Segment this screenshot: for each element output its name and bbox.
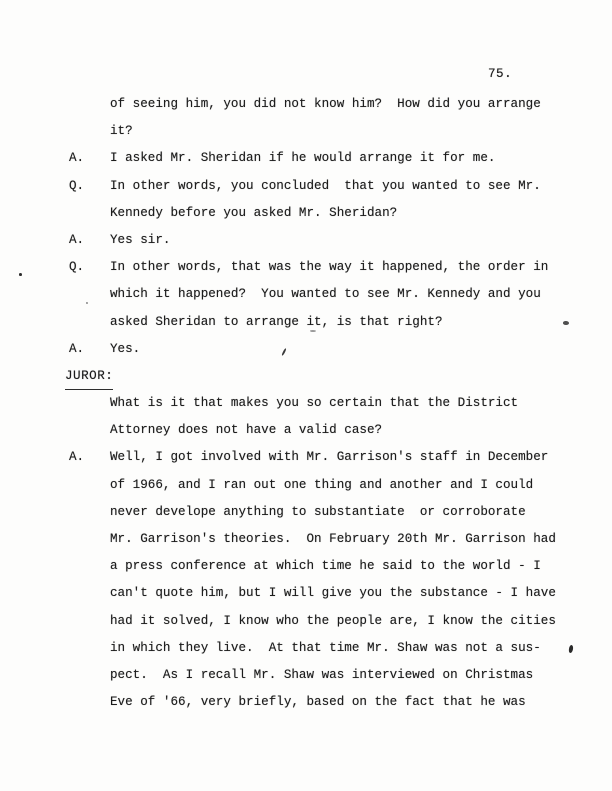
speaker-marker [63,472,110,499]
transcript-line [63,689,568,716]
transcript-line [63,526,568,553]
line-text: Attorney does not have a valid case? [110,423,383,438]
transcript-line [63,227,568,254]
transcript-line [63,118,568,145]
transcript-line [63,608,568,635]
speaker-marker [63,580,110,607]
speaker-marker [63,608,110,635]
line-text: a press conference at which time he said to the world - I [110,559,541,574]
line-text: had it solved, I know who the people are, I know the cities [110,613,556,628]
line-text: it? [110,124,133,139]
line-text: Mr. Garrison's theories. On February 20th Mr. Garrison had [110,532,556,546]
transcript-line [63,390,568,417]
transcript-line [63,200,568,227]
transcript-line [63,281,568,308]
line-text: of 1966, and I ran out one thing and another and I could [110,477,534,492]
speaker-marker [63,689,110,716]
transcript-line [63,444,568,471]
line-text: In other words, that was the way it happened, the order in [110,260,549,275]
line-text: Eve of '66, very briefly, based on the fact that he was [110,695,526,710]
line-text: asked Sheridan to arrange it, is that right? [110,314,443,329]
transcript-line [63,472,568,499]
page-number: 75. [488,67,513,81]
transcript [63,91,568,716]
speaker-marker: Q. [69,178,85,193]
speaker-marker [63,91,110,118]
transcript-line [63,254,568,281]
line-text: Kennedy before you asked Mr. Sheridan? [110,205,398,220]
speaker-marker [63,281,110,308]
scan-speck [310,330,316,332]
scan-speck [568,645,574,654]
line-text: which it happened? You wanted to see Mr. Kennedy and you [110,287,541,302]
line-text: pect. As I recall Mr. Shaw was interviewed on Christmas [110,667,534,682]
speaker-marker: Q. [69,260,85,275]
line-text: I asked Mr. Sheridan if he would arrange it for me. [110,151,496,166]
line-text: Well, I got involved with Mr. Garrison's staff in December [110,450,549,465]
scan-speck [86,302,88,304]
transcript-line [63,145,568,172]
scan-speck [19,273,22,276]
speaker-marker [63,309,110,336]
transcript-line [63,499,568,526]
transcript-line [63,309,568,336]
line-text: Yes. [110,341,141,356]
speaker-marker [63,499,110,526]
line-text: In other words, you concluded that you wanted to see Mr. [110,178,541,193]
transcript-line [63,662,568,689]
line-text: in which they live. At that time Mr. Shaw was not a sus- [110,640,541,655]
speaker-marker: A. [69,450,85,465]
speaker-marker: A. [69,232,85,247]
speaker-marker [63,417,110,444]
speaker-marker [63,635,110,662]
speaker-marker [63,526,110,553]
line-text: can't quote him, but I will give you the substance - I have [110,586,556,601]
transcript-line [63,580,568,607]
line-text: What is it that makes you so certain that the District [110,396,519,411]
speaker-marker [63,390,110,417]
scan-speck [563,321,569,325]
speaker-marker: A. [69,341,85,356]
line-text: of seeing him, you did not know him? How did you arrange [110,97,541,111]
transcript-line [63,635,568,662]
juror-heading: JUROR: [65,363,113,390]
speaker-marker [63,118,110,145]
transcript-line [63,553,568,580]
speaker-marker: A. [69,151,85,166]
speaker-marker [63,200,110,227]
speaker-marker [63,662,110,689]
juror-heading-line [63,363,568,390]
transcript-line [63,91,568,118]
transcript-line [63,336,568,363]
transcript-line [63,173,568,200]
speaker-marker [63,553,110,580]
transcript-line [63,417,568,444]
line-text: Yes sir. [110,232,171,247]
line-text: never develope anything to substantiate or corroborate [110,504,526,519]
